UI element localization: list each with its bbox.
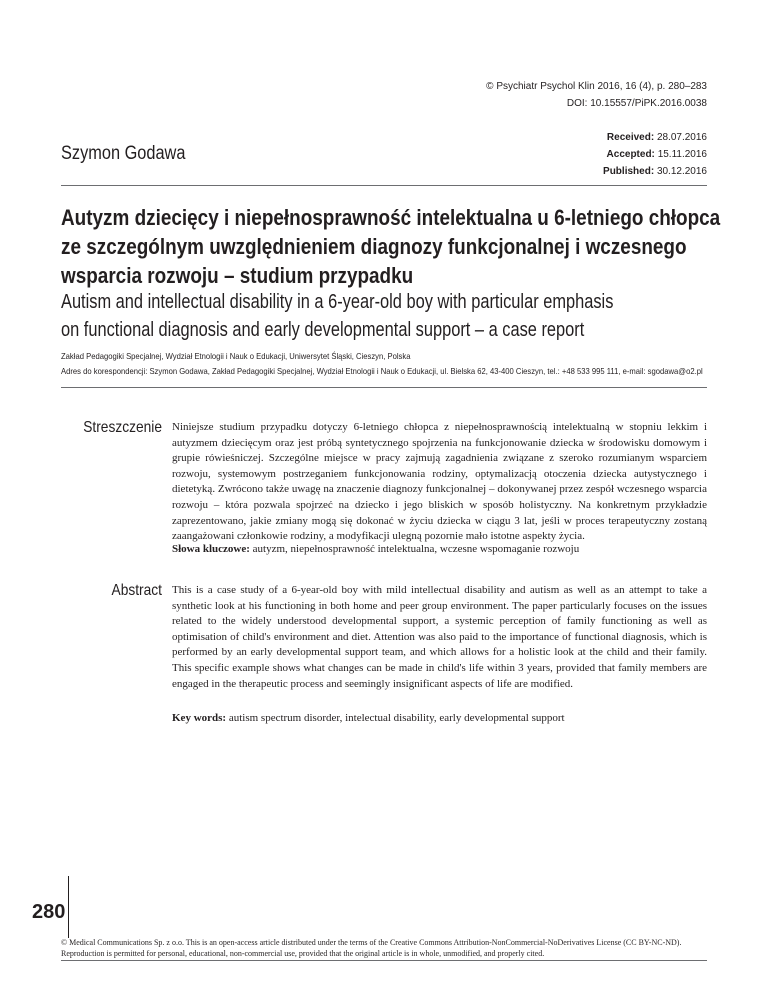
abstract-text: This is a case study of a 6-year-old boy with mild intellectual disability and autism as well as an attempt to take a synthetic look at his functioning in both home and peer group environment. The paper particularly focuses on the issues related to the widely understood developmental support, a systemic perception of family functioning as well as optimisation of child's environment and diet. Attention was also paid to the importance of functional diagnosis, which is performed by an early developmental support team, and which allows for a holistic look at the child and their family. This specific example shows what changes can be made in child's life within 3 years, provided that family members are engaged in the therapeutic process and seemingly insignificant aspects of life are modified. <box>172 584 707 690</box>
published-date: Published: 30.12.2016 <box>603 166 707 177</box>
accepted-date: Accepted: 15.11.2016 <box>606 149 707 160</box>
streszczenie-text: Niniejsze studium przypadku dotyczy 6-letniego chłopca z niepełnosprawnością intelektualną w stopniu lekkim i autyzmem dziecięcym oraz jest próbą syntetycznego spojrzenia na funkcjonowanie dziecka w środowisku domowym i grupie rówieśniczej. Szczególne miejsce w pracy zajmują zagadnienia związane z szeroko rozumianym wsparciem rozwoju, systemowym postrzeganiem funkcjonowania rodziny, optymalizacją otoczenia dziecka autystycznego i dietetyką. Zwrócono także uwagę na znaczenie diagnozy funkcjonalnej – dokonywanej przez zespół wczesnego wsparcia rozwoju – która pozwala spojrzeć na dziecko i jego bliskich w sposób holistyczny. Na konkretnym przykładzie zaprezentowano, jakie zmiany mogą się dokonać w życiu dziecka w ciągu 3 lat, jeśli w proces terapeutyczny zostaną zaangażowani członkowie rodziny, a modyfikacji ulegną pozornie mało istotne aspekty życia. <box>172 421 707 543</box>
received-date: Received: 28.07.2016 <box>606 132 707 143</box>
page-number-rule <box>68 876 69 938</box>
correspondence: Adres do korespondencji: Szymon Godawa, Zakład Pedagogiki Specjalnej, Wydział Etnologii i Nauk o Edukacji, ul. Bielska 62, 43-400 Cieszyn, tel.: +48 533 995 111, e-mail: sgodawa@o2.pl <box>61 366 703 376</box>
article-dates <box>603 129 707 180</box>
title-english: Autism and intellectual disability in a 6-year-old boy with particular emphasis on functional diagnosis and early developmental support – a case report <box>61 291 614 341</box>
english-keywords: Key words: autism spectrum disorder, intelectual disability, early developmental support <box>172 712 565 724</box>
journal-doi: DOI: 10.15557/PiPK.2016.0038 <box>566 98 707 109</box>
header-divider <box>61 185 707 186</box>
license-footer: © Medical Communications Sp. z o.o. This is an open-access article distributed under the terms of the Creative Commons Attribution-NonCommercial-NoDerivatives License (CC BY-NC-ND). Reproduction is permitted for personal, educational, non-commercial use, provided that the original article is in whole, unmodified, and properly cited. <box>61 938 682 958</box>
abstract-heading: Abstract <box>111 582 162 599</box>
footer-divider <box>61 960 707 961</box>
page-number: 280 <box>32 901 66 923</box>
affiliation-block <box>61 349 703 379</box>
journal-info <box>486 78 707 112</box>
author-name: Szymon Godawa <box>61 143 186 164</box>
polish-keywords: Słowa kluczowe: autyzm, niepełnosprawność intelektualna, wczesne wspomaganie rozwoju <box>172 543 580 555</box>
affiliation-divider <box>61 387 707 388</box>
streszczenie-heading: Streszczenie <box>83 419 162 436</box>
title-polish: Autyzm dziecięcy i niepełnosprawność intelektualna u 6-letniego chłopca ze szczególnym uwzględnieniem diagnozy funkcjonalnej i wczesnego wsparcia rozwoju – studium przypadku <box>61 205 721 288</box>
affiliation: Zakład Pedagogiki Specjalnej, Wydział Etnologii i Nauk o Edukacji, Uniwersytet Śląski, Cieszyn, Polska <box>61 351 411 361</box>
journal-citation: © Psychiatr Psychol Klin 2016, 16 (4), p. 280–283 <box>486 81 707 92</box>
